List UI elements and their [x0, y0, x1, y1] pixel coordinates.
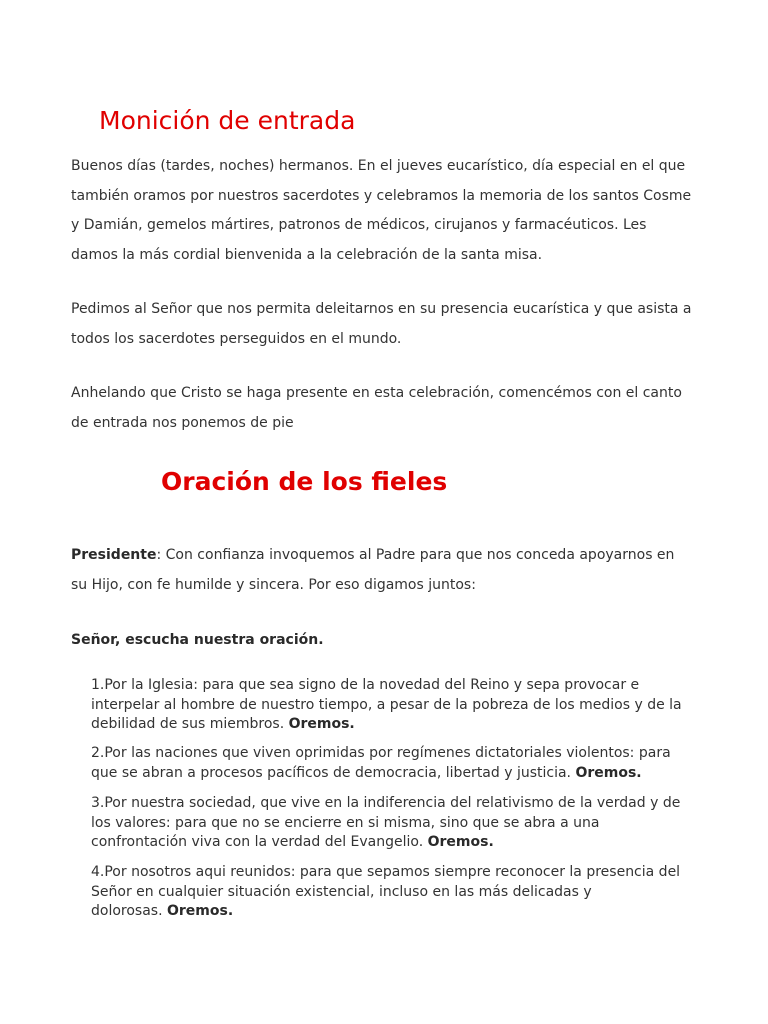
- text-line: debilidad de sus miembros.: [91, 716, 289, 732]
- response-text: Señor, escucha nuestra oración.: [71, 632, 324, 648]
- text-line: su Hijo, con fe humilde y sincera. Por eso digamos juntos:: [71, 576, 476, 593]
- text-line: Señor en cualquier situación existencial, incluso en las más delicadas y: [91, 883, 592, 900]
- text-line: confrontación viva con la verdad del Evangelio.: [91, 834, 428, 850]
- text-line: y Damián, gemelos mártires, patronos de médicos, cirujanos y farmacéuticos. Les: [71, 217, 647, 233]
- oremos-label: Oremos.: [575, 764, 642, 781]
- text-line: : Con confianza invoquemos al Padre para que nos conceda apoyarnos en: [156, 547, 675, 563]
- text-line: 1.Por la Iglesia: para que sea signo de la novedad del Reino y sepa provocar e: [91, 677, 640, 693]
- paragraph-entrance: [71, 379, 682, 438]
- intercession-3: [91, 794, 680, 853]
- oremos-label: Oremos.: [288, 716, 355, 732]
- text-line: dolorosas.: [91, 903, 167, 919]
- text-line: 3.Por nuestra sociedad, que vive en la indiferencia del relativismo de la verdad y de: [91, 795, 681, 811]
- intercession-2: [91, 744, 671, 783]
- text-line: 4.Por nosotros aqui reunidos: para que sepamos siempre reconocer la presencia del: [91, 864, 681, 880]
- text-line: Buenos días (tardes, noches) hermanos. En el jueves eucarístico, día especial en el que: [71, 158, 686, 174]
- text-line: los valores: para que no se encierre en si misma, sino que se abra a una: [91, 814, 600, 831]
- intercession-1: [91, 676, 682, 735]
- text-line: que se abran a procesos pacíficos de democracia, libertad y justicia.: [91, 764, 576, 781]
- text-line: también oramos por nuestros sacerdotes y celebramos la memoria de los santos Cosme: [71, 187, 692, 204]
- intercession-4: [91, 863, 680, 922]
- text-line: Anhelando que Cristo se haga presente en esta celebración, comencémos con el canto: [71, 385, 682, 401]
- text-line: todos los sacerdotes perseguidos en el mundo.: [71, 330, 402, 347]
- paragraph-presidente: [71, 541, 674, 600]
- paragraph-petition: [71, 295, 691, 354]
- oremos-label: Oremos.: [167, 903, 234, 919]
- heading-oracion: Oración de los fieles: [161, 467, 448, 496]
- text-line: 2.Por las naciones que viven oprimidas por regímenes dictatoriales violentos: para: [91, 745, 671, 761]
- text-line: de entrada nos ponemos de pie: [71, 414, 294, 431]
- presidente-label: Presidente: [71, 547, 157, 563]
- text-line: interpelar al hombre de nuestro tiempo, a pesar de la pobreza de los medios y de la: [91, 696, 682, 713]
- text-line: damos la más cordial bienvenida a la celebración de la santa misa.: [71, 246, 543, 263]
- oremos-label: Oremos.: [427, 834, 494, 850]
- response-line: [71, 626, 324, 656]
- heading-monicion: Monición de entrada: [99, 106, 356, 135]
- text-line: Pedimos al Señor que nos permita deleitarnos en su presencia eucarística y que asista a: [71, 301, 692, 317]
- paragraph-welcome: [71, 152, 691, 270]
